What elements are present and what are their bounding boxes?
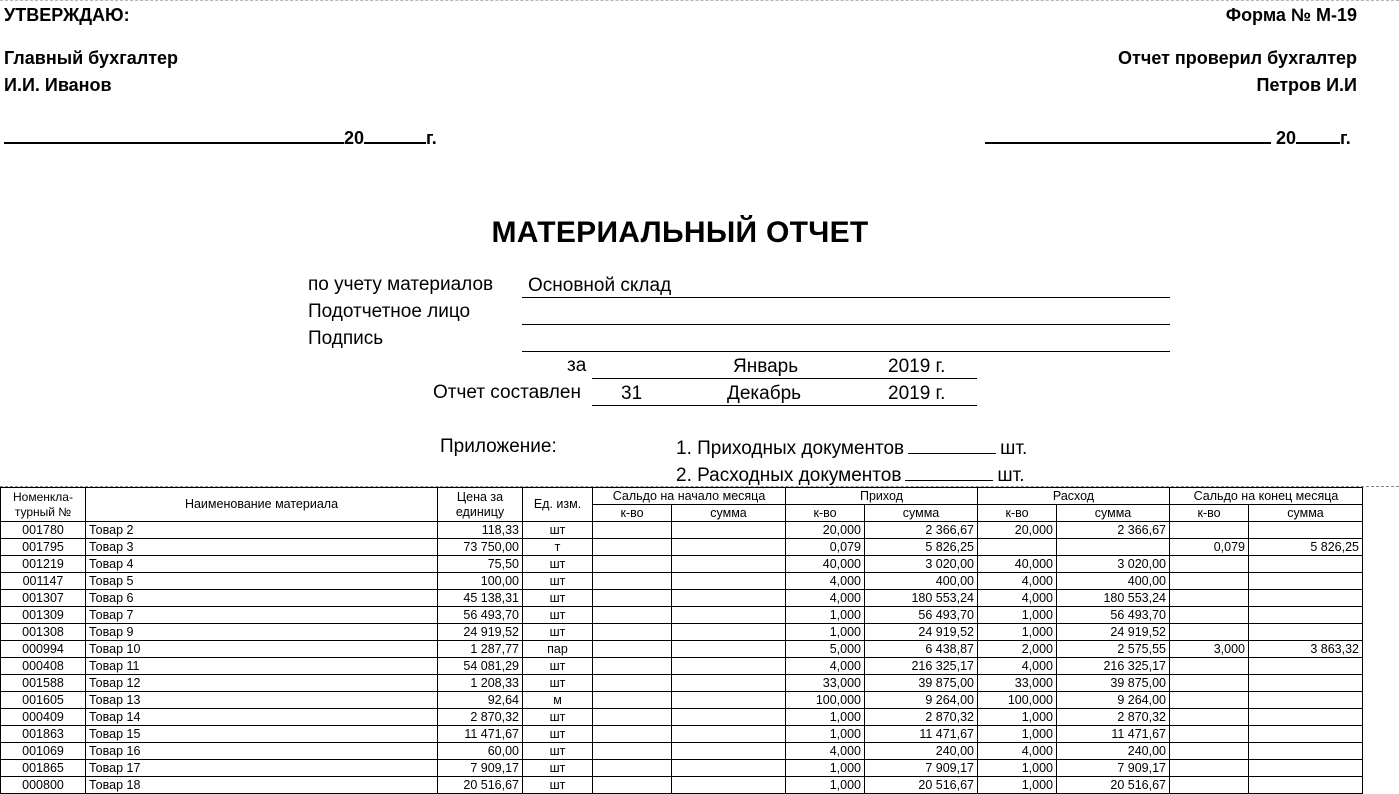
incoming-docs-blank	[908, 436, 996, 454]
cell-income-sum: 24 919,52	[865, 624, 978, 641]
incoming-docs-label: 1. Приходных документов	[676, 438, 905, 459]
table-row	[1, 709, 1363, 726]
cell-nomenclature-no: 001308	[1, 624, 86, 641]
cell-opening-qty	[593, 539, 672, 556]
year-blank	[1296, 128, 1340, 144]
cell-nomenclature-no: 001863	[1, 726, 86, 743]
cell-opening-qty	[593, 743, 672, 760]
chief-accountant-title: Главный бухгалтер	[4, 48, 179, 68]
cell-material-name: Товар 7	[86, 607, 438, 624]
cell-opening-qty	[593, 624, 672, 641]
cell-opening-sum	[672, 743, 786, 760]
table-row	[1, 692, 1363, 709]
compiled-month: Декабрь	[727, 383, 802, 404]
cell-closing-qty	[1170, 590, 1249, 607]
cell-material-name: Товар 11	[86, 658, 438, 675]
col-header-closing-balance: Сальдо на конец месяца	[1170, 488, 1363, 505]
cell-expense-sum: 11 471,67	[1057, 726, 1170, 743]
cell-closing-sum	[1249, 556, 1363, 573]
cell-unit-price: 54 081,29	[438, 658, 523, 675]
compiled-label: Отчет составлен	[433, 382, 581, 403]
cell-income-sum: 9 264,00	[865, 692, 978, 709]
col-header-unit: Ед. изм.	[523, 488, 593, 522]
cell-income-sum: 6 438,87	[865, 641, 978, 658]
cell-closing-qty	[1170, 556, 1249, 573]
cell-unit: шт	[523, 522, 593, 539]
checker-title: Отчет проверил бухгалтер	[1118, 48, 1357, 68]
check-date-line	[985, 128, 1351, 149]
cell-unit-price: 56 493,70	[438, 607, 523, 624]
col-header-qty: к-во	[978, 505, 1057, 522]
cell-expense-sum: 9 264,00	[1057, 692, 1170, 709]
col-header-qty: к-во	[786, 505, 865, 522]
table-row	[1, 743, 1363, 760]
col-header-opening-balance: Сальдо на начало месяца	[593, 488, 786, 505]
cell-closing-sum	[1249, 624, 1363, 641]
cell-expense-sum: 216 325,17	[1057, 658, 1170, 675]
outgoing-docs-unit: шт.	[997, 465, 1025, 486]
year-prefix: 20	[344, 128, 365, 148]
date-blank	[985, 128, 1271, 144]
cell-nomenclature-no: 000994	[1, 641, 86, 658]
cell-closing-qty	[1170, 607, 1249, 624]
cell-material-name: Товар 13	[86, 692, 438, 709]
cell-material-name: Товар 9	[86, 624, 438, 641]
table-row	[1, 556, 1363, 573]
outgoing-docs-blank	[905, 463, 993, 481]
col-header-sum: сумма	[1249, 505, 1363, 522]
signature-label: Подпись	[308, 328, 384, 349]
cell-closing-sum	[1249, 573, 1363, 590]
cell-unit-price: 11 471,67	[438, 726, 523, 743]
col-header-sum: сумма	[1057, 505, 1170, 522]
cell-income-qty: 0,079	[786, 539, 865, 556]
cell-unit-price: 24 919,52	[438, 624, 523, 641]
cell-opening-sum	[672, 658, 786, 675]
cell-opening-qty	[593, 709, 672, 726]
cell-income-qty: 20,000	[786, 522, 865, 539]
cell-unit: т	[523, 539, 593, 556]
cell-closing-qty	[1170, 624, 1249, 641]
cell-expense-qty: 1,000	[978, 607, 1057, 624]
cell-opening-qty	[593, 726, 672, 743]
table-row	[1, 658, 1363, 675]
cell-expense-sum: 400,00	[1057, 573, 1170, 590]
cell-income-sum: 216 325,17	[865, 658, 978, 675]
cell-expense-sum: 20 516,67	[1057, 777, 1170, 794]
cell-unit: шт	[523, 573, 593, 590]
cell-closing-qty	[1170, 692, 1249, 709]
cell-income-sum: 56 493,70	[865, 607, 978, 624]
cell-unit-price: 118,33	[438, 522, 523, 539]
cell-income-sum: 2 870,32	[865, 709, 978, 726]
cell-closing-sum	[1249, 692, 1363, 709]
cell-expense-sum	[1057, 539, 1170, 556]
year-blank	[364, 128, 426, 144]
cell-opening-sum	[672, 624, 786, 641]
cell-material-name: Товар 15	[86, 726, 438, 743]
cell-income-sum: 3 020,00	[865, 556, 978, 573]
cell-closing-qty	[1170, 658, 1249, 675]
cell-closing-qty	[1170, 777, 1249, 794]
cell-unit-price: 92,64	[438, 692, 523, 709]
cell-opening-sum	[672, 539, 786, 556]
cell-expense-qty: 1,000	[978, 760, 1057, 777]
cell-closing-sum	[1249, 777, 1363, 794]
cell-expense-sum: 39 875,00	[1057, 675, 1170, 692]
col-header-nom: Номенкла-турный №	[1, 488, 86, 522]
cell-closing-sum: 5 826,25	[1249, 539, 1363, 556]
cell-closing-qty: 0,079	[1170, 539, 1249, 556]
cell-closing-sum	[1249, 675, 1363, 692]
cell-unit-price: 1 287,77	[438, 641, 523, 658]
cell-expense-sum: 240,00	[1057, 743, 1170, 760]
cell-expense-sum: 180 553,24	[1057, 590, 1170, 607]
cell-income-qty: 1,000	[786, 607, 865, 624]
cell-nomenclature-no: 001605	[1, 692, 86, 709]
materials-table	[0, 487, 1363, 794]
cell-expense-qty: 1,000	[978, 777, 1057, 794]
period-month: Январь	[733, 356, 799, 377]
cell-expense-qty: 100,000	[978, 692, 1057, 709]
cell-closing-qty	[1170, 709, 1249, 726]
cell-unit-price: 1 208,33	[438, 675, 523, 692]
materials-field	[522, 275, 1170, 298]
materials-label: по учету материалов	[308, 274, 494, 295]
date-blank	[4, 128, 344, 144]
cell-closing-qty: 3,000	[1170, 641, 1249, 658]
cell-unit-price: 20 516,67	[438, 777, 523, 794]
cell-expense-qty: 4,000	[978, 590, 1057, 607]
cell-opening-sum	[672, 709, 786, 726]
attachment-outgoing	[676, 463, 1025, 487]
cell-opening-qty	[593, 760, 672, 777]
cell-closing-sum	[1249, 726, 1363, 743]
col-header-expense: Расход	[978, 488, 1170, 505]
cell-nomenclature-no: 000800	[1, 777, 86, 794]
cell-unit: шт	[523, 590, 593, 607]
cell-unit: шт	[523, 709, 593, 726]
cell-unit: шт	[523, 607, 593, 624]
cell-opening-qty	[593, 675, 672, 692]
cell-expense-qty: 1,000	[978, 726, 1057, 743]
incoming-docs-unit: шт.	[1000, 438, 1028, 459]
cell-opening-sum	[672, 777, 786, 794]
cell-opening-qty	[593, 641, 672, 658]
cell-opening-sum	[672, 726, 786, 743]
cell-income-sum: 400,00	[865, 573, 978, 590]
cell-income-qty: 1,000	[786, 709, 865, 726]
table-row	[1, 573, 1363, 590]
cell-expense-qty: 1,000	[978, 709, 1057, 726]
responsible-label: Подотчетное лицо	[308, 301, 471, 322]
cell-material-name: Товар 5	[86, 573, 438, 590]
period-field	[592, 356, 977, 379]
cell-closing-sum	[1249, 760, 1363, 777]
cell-expense-qty: 40,000	[978, 556, 1057, 573]
cell-closing-sum	[1249, 743, 1363, 760]
cell-expense-qty: 1,000	[978, 624, 1057, 641]
cell-unit-price: 75,50	[438, 556, 523, 573]
col-header-income: Приход	[786, 488, 978, 505]
cell-opening-sum	[672, 590, 786, 607]
cell-opening-sum	[672, 573, 786, 590]
table-row	[1, 777, 1363, 794]
cell-expense-sum: 3 020,00	[1057, 556, 1170, 573]
cell-nomenclature-no: 001147	[1, 573, 86, 590]
cell-nomenclature-no: 001865	[1, 760, 86, 777]
cell-unit: м	[523, 692, 593, 709]
cell-expense-qty	[978, 539, 1057, 556]
cell-income-sum: 20 516,67	[865, 777, 978, 794]
cell-closing-sum	[1249, 590, 1363, 607]
cell-unit-price: 45 138,31	[438, 590, 523, 607]
compiled-day: 31	[621, 383, 643, 404]
table-row	[1, 590, 1363, 607]
cell-closing-sum: 3 863,32	[1249, 641, 1363, 658]
table-row	[1, 539, 1363, 556]
cell-opening-qty	[593, 590, 672, 607]
cell-income-qty: 4,000	[786, 658, 865, 675]
table-row	[1, 624, 1363, 641]
year-prefix: 20	[1276, 128, 1297, 148]
cell-closing-qty	[1170, 675, 1249, 692]
col-header-sum: сумма	[672, 505, 786, 522]
cell-closing-sum	[1249, 522, 1363, 539]
cell-material-name: Товар 10	[86, 641, 438, 658]
cell-material-name: Товар 3	[86, 539, 438, 556]
cell-unit: шт	[523, 675, 593, 692]
cell-closing-sum	[1249, 709, 1363, 726]
year-suffix: г.	[426, 128, 437, 148]
cell-nomenclature-no: 001307	[1, 590, 86, 607]
report-title: МАТЕРИАЛЬНЫЙ ОТЧЕТ	[491, 216, 869, 249]
cell-expense-qty: 4,000	[978, 743, 1057, 760]
cell-opening-qty	[593, 607, 672, 624]
cell-expense-sum: 2 575,55	[1057, 641, 1170, 658]
cell-opening-qty	[593, 692, 672, 709]
period-year: 2019 г.	[888, 356, 946, 377]
table-row	[1, 760, 1363, 777]
cell-closing-sum	[1249, 607, 1363, 624]
outgoing-docs-label: 2. Расходных документов	[676, 465, 902, 486]
cell-unit: пар	[523, 641, 593, 658]
cell-unit: шт	[523, 658, 593, 675]
cell-income-sum: 240,00	[865, 743, 978, 760]
cell-opening-sum	[672, 692, 786, 709]
cell-opening-sum	[672, 760, 786, 777]
cell-nomenclature-no: 001219	[1, 556, 86, 573]
col-header-qty: к-во	[1170, 505, 1249, 522]
cell-income-qty: 4,000	[786, 573, 865, 590]
cell-material-name: Товар 6	[86, 590, 438, 607]
cell-nomenclature-no: 001309	[1, 607, 86, 624]
cell-opening-sum	[672, 675, 786, 692]
cell-income-sum: 11 471,67	[865, 726, 978, 743]
form-number: Форма № М-19	[1225, 5, 1357, 25]
cell-unit-price: 7 909,17	[438, 760, 523, 777]
compiled-year: 2019 г.	[888, 383, 946, 404]
chief-accountant-name: И.И. Иванов	[4, 75, 112, 95]
cell-material-name: Товар 4	[86, 556, 438, 573]
signature-field	[522, 329, 1170, 352]
attachment-incoming	[676, 436, 1027, 460]
cell-unit: шт	[523, 760, 593, 777]
cell-expense-qty: 4,000	[978, 658, 1057, 675]
cell-expense-sum: 7 909,17	[1057, 760, 1170, 777]
cell-opening-qty	[593, 658, 672, 675]
cell-expense-qty: 2,000	[978, 641, 1057, 658]
cell-unit-price: 2 870,32	[438, 709, 523, 726]
cell-expense-qty: 33,000	[978, 675, 1057, 692]
cell-material-name: Товар 16	[86, 743, 438, 760]
cell-expense-sum: 2 870,32	[1057, 709, 1170, 726]
cell-material-name: Товар 12	[86, 675, 438, 692]
approve-label: УТВЕРЖДАЮ:	[4, 5, 130, 25]
cell-nomenclature-no: 001780	[1, 522, 86, 539]
cell-opening-qty	[593, 556, 672, 573]
cell-expense-sum: 2 366,67	[1057, 522, 1170, 539]
cell-opening-qty	[593, 522, 672, 539]
cell-unit: шт	[523, 624, 593, 641]
cell-opening-sum	[672, 556, 786, 573]
cell-income-qty: 40,000	[786, 556, 865, 573]
cell-income-sum: 39 875,00	[865, 675, 978, 692]
cell-closing-qty	[1170, 743, 1249, 760]
table-row	[1, 675, 1363, 692]
cell-expense-qty: 4,000	[978, 573, 1057, 590]
table-row	[1, 726, 1363, 743]
table-row	[1, 607, 1363, 624]
table-row	[1, 641, 1363, 658]
cell-unit: шт	[523, 726, 593, 743]
year-suffix: г.	[1340, 128, 1351, 148]
cell-closing-qty	[1170, 726, 1249, 743]
cell-opening-sum	[672, 522, 786, 539]
cell-nomenclature-no: 001588	[1, 675, 86, 692]
cell-expense-sum: 56 493,70	[1057, 607, 1170, 624]
cell-nomenclature-no: 001795	[1, 539, 86, 556]
cell-unit: шт	[523, 777, 593, 794]
cell-unit-price: 73 750,00	[438, 539, 523, 556]
col-header-qty: к-во	[593, 505, 672, 522]
cell-nomenclature-no: 000408	[1, 658, 86, 675]
cell-nomenclature-no: 001069	[1, 743, 86, 760]
cell-income-qty: 4,000	[786, 743, 865, 760]
compiled-field	[592, 383, 977, 406]
cell-income-qty: 1,000	[786, 726, 865, 743]
cell-closing-qty	[1170, 760, 1249, 777]
attachment-label: Приложение:	[440, 436, 557, 457]
cell-income-qty: 33,000	[786, 675, 865, 692]
col-header-sum: сумма	[865, 505, 978, 522]
cell-income-qty: 4,000	[786, 590, 865, 607]
cell-material-name: Товар 2	[86, 522, 438, 539]
cell-opening-sum	[672, 607, 786, 624]
cell-expense-qty: 20,000	[978, 522, 1057, 539]
cell-income-qty: 1,000	[786, 760, 865, 777]
col-header-price: Цена за единицу	[438, 488, 523, 522]
cell-opening-qty	[593, 573, 672, 590]
cell-material-name: Товар 17	[86, 760, 438, 777]
cell-income-qty: 5,000	[786, 641, 865, 658]
materials-value: Основной склад	[528, 275, 672, 296]
table-body	[1, 522, 1363, 794]
cell-closing-qty	[1170, 522, 1249, 539]
cell-income-sum: 5 826,25	[865, 539, 978, 556]
cell-income-qty: 1,000	[786, 624, 865, 641]
cell-opening-qty	[593, 777, 672, 794]
cell-income-sum: 7 909,17	[865, 760, 978, 777]
cell-income-qty: 1,000	[786, 777, 865, 794]
cell-closing-sum	[1249, 658, 1363, 675]
cell-unit: шт	[523, 743, 593, 760]
cell-opening-sum	[672, 641, 786, 658]
cell-unit-price: 100,00	[438, 573, 523, 590]
period-label: за	[567, 355, 587, 376]
cell-unit: шт	[523, 556, 593, 573]
checker-name: Петров И.И	[1256, 75, 1357, 95]
responsible-field	[522, 302, 1170, 325]
table-row	[1, 522, 1363, 539]
cell-expense-sum: 24 919,52	[1057, 624, 1170, 641]
col-header-name: Наименование материала	[86, 488, 438, 522]
approve-date-line	[4, 128, 437, 149]
cell-closing-qty	[1170, 573, 1249, 590]
cell-unit-price: 60,00	[438, 743, 523, 760]
cell-income-sum: 2 366,67	[865, 522, 978, 539]
cell-material-name: Товар 18	[86, 777, 438, 794]
cell-nomenclature-no: 000409	[1, 709, 86, 726]
cell-income-qty: 100,000	[786, 692, 865, 709]
page-break-line	[0, 0, 1399, 1]
cell-material-name: Товар 14	[86, 709, 438, 726]
cell-income-sum: 180 553,24	[865, 590, 978, 607]
